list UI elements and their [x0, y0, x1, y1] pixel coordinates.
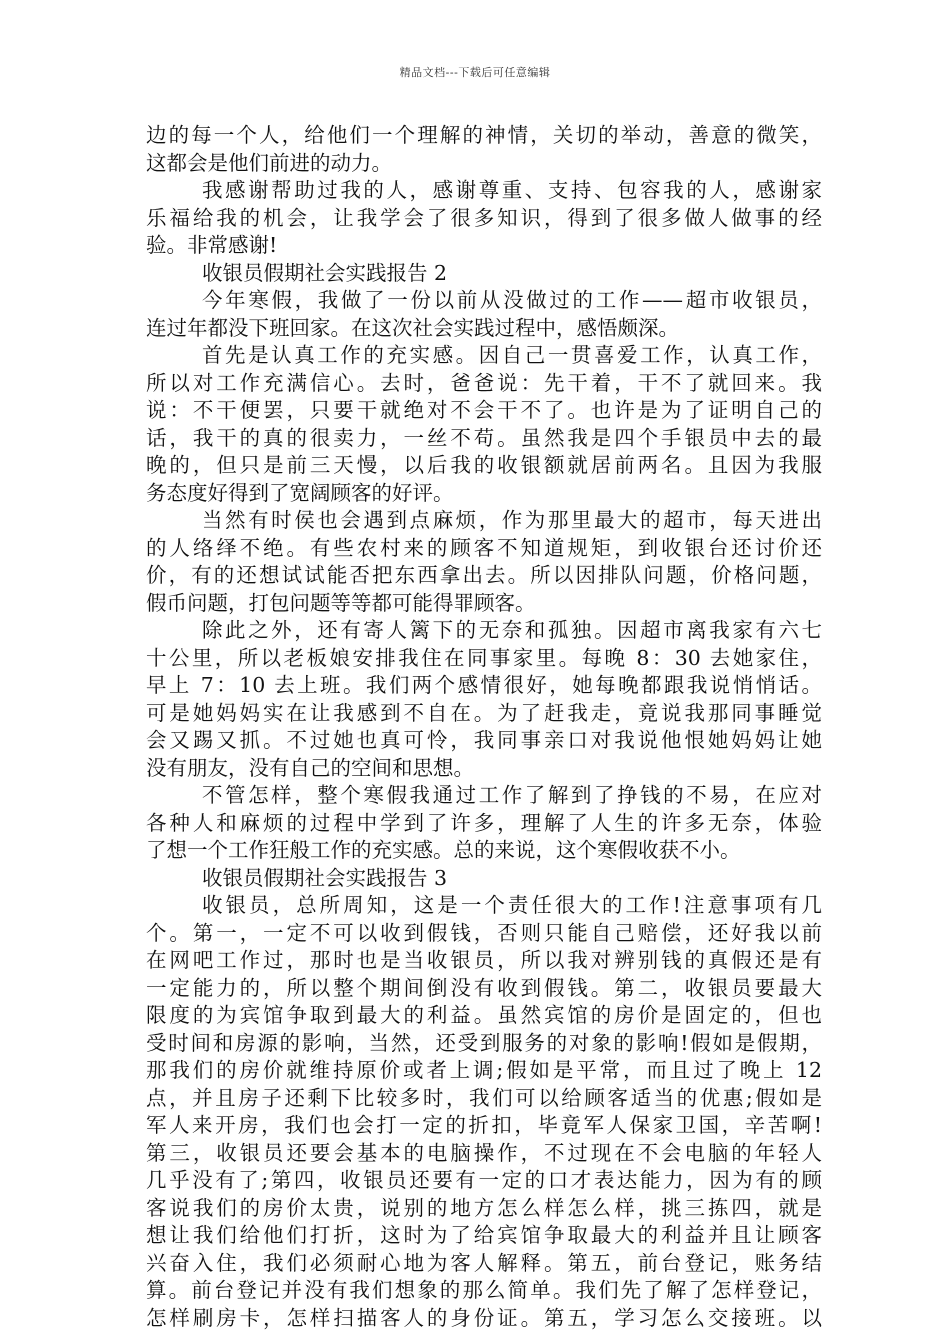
text-line: 一定能力的，所以整个期间倒没有收到假钱。第二，收银员要最大: [146, 975, 822, 1000]
text-line: 当然有时侯也会遇到点麻烦，作为那里最大的超市，每天进出: [202, 508, 822, 532]
text-line: 个。第一，一定不可以收到假钱，否则只能自己赔偿，还好我以前: [146, 920, 822, 945]
text-line: 受时间和房源的影响，当然，还受到服务的对象的影响!假如是假期，: [146, 1030, 822, 1055]
text-line: 晚的，但只是前三天慢，以后我的收银额就居前两名。且因为我服: [146, 453, 822, 477]
text-line: 点，并且房子还剩下比较多时，我们可以给顾客适当的优惠;假如是: [146, 1085, 822, 1110]
text-line: 首先是认真工作的充实感。因自己一贯喜爱工作，认真工作，: [202, 343, 822, 367]
text-line: 客说我们的房价太贵，说别的地方怎么样怎么样，挑三拣四，就是: [146, 1195, 822, 1220]
text-line: 边的每一个人，给他们一个理解的神情，关切的举动，善意的微笑，: [146, 123, 822, 147]
text-line: 十公里，所以老板娘安排我住在同事家里。每晚 8：30 去她家住，: [146, 645, 822, 670]
page-header: 精品文档---下载后可任意编辑: [399, 66, 551, 79]
text-line: 验。非常感谢!: [146, 233, 278, 257]
text-line: 可是她妈妈实在让我感到不自在。为了赶我走，竟说我那同事睡觉: [146, 700, 822, 725]
text-line: 收银员，总所周知，这是一个责任很大的工作!注意事项有几: [202, 893, 822, 917]
text-line: 没有朋友，没有自己的空间和思想。: [146, 755, 474, 780]
text-line: 的人络绎不绝。有些农村来的顾客不知道规矩，到收银台还讨价还: [146, 535, 822, 560]
text-line: 价，有的还想试试能否把东西拿出去。所以因排队问题，价格问题，: [146, 563, 822, 587]
text-line: 早上 7：10 去上班。我们两个感情很好，她每晚都跟我说悄悄话。: [146, 673, 822, 697]
text-line: 务态度好得到了宽阔顾客的好评。: [146, 480, 454, 505]
text-line: 军人来开房，我们也会打一定的折扣，毕竟军人保家卫国，辛苦啊!: [146, 1113, 822, 1137]
text-line: 第三，收银员还要会基本的电脑操作，不过现在不会电脑的年轻人: [146, 1140, 822, 1165]
text-line: 除此之外，还有寄人篱下的无奈和孤独。因超市离我家有六七: [202, 618, 822, 642]
text-line: 这都会是他们前进的动力。: [146, 150, 392, 175]
text-line: 了想一个工作狂般工作的充实感。总的来说，这个寒假收获不小。: [146, 838, 741, 862]
text-line: 话，我干的真的很卖力，一丝不苟。虽然我是四个手银员中去的最: [146, 425, 822, 450]
text-line: 那我们的房价就维持原价或者上调;假如是平常，而且过了晚上 12: [146, 1058, 822, 1082]
text-line: 说：不干便罢，只要干就绝对不会干不了。也许是为了证明自己的: [146, 398, 822, 422]
text-line: 在网吧工作过，那时也是当收银员，所以我对辨别钱的真假还是有: [146, 948, 822, 972]
text-line: 我感谢帮助过我的人，感谢尊重、支持、包容我的人，感谢家: [202, 178, 822, 202]
text-line: 连过年都没下班回家。在这次社会实践过程中，感悟颇深。: [146, 315, 679, 340]
text-line: 乐福给我的机会，让我学会了很多知识，得到了很多做人做事的经: [146, 205, 822, 230]
text-line: 想让我们给他们打折，这时为了给宾馆争取最大的利益并且让顾客: [146, 1223, 822, 1247]
text-line: 几乎没有了;第四，收银员还要有一定的口才表达能力，因为有的顾: [146, 1168, 822, 1192]
text-line: 今年寒假，我做了一份以前从没做过的工作——超市收银员，: [202, 288, 822, 312]
text-line: 算。前台登记并没有我们想象的那么简单。我们先了解了怎样登记，: [146, 1278, 822, 1302]
text-line: 不管怎样，整个寒假我通过工作了解到了挣钱的不易，在应对: [202, 783, 822, 807]
text-line: 兴奋入住，我们必须耐心地为客人解释。第五，前台登记，账务结: [146, 1250, 822, 1275]
document-body: [146, 122, 822, 1332]
section-heading: 收银员假期社会实践报告 2: [202, 260, 448, 285]
text-line: 所以对工作充满信心。去时，爸爸说：先干着，干不了就回来。我: [146, 370, 822, 395]
text-line: 限度的为宾馆争取到最大的利益。虽然宾馆的房价是固定的，但也: [146, 1003, 822, 1027]
text-line: 会又踢又抓。不过她也真可怜，我同事亲口对我说他恨她妈妈让她: [146, 728, 822, 752]
text-line: 各种人和麻烦的过程中学到了许多，理解了人生的许多无奈，体验: [146, 810, 822, 835]
text-line: 怎样刷房卡，怎样扫描客人的身份证。第五，学习怎么交接班。以: [146, 1305, 822, 1330]
section-heading: 收银员假期社会实践报告 3: [202, 865, 448, 890]
text-line: 假币问题，打包问题等等都可能得罪顾客。: [146, 590, 536, 615]
